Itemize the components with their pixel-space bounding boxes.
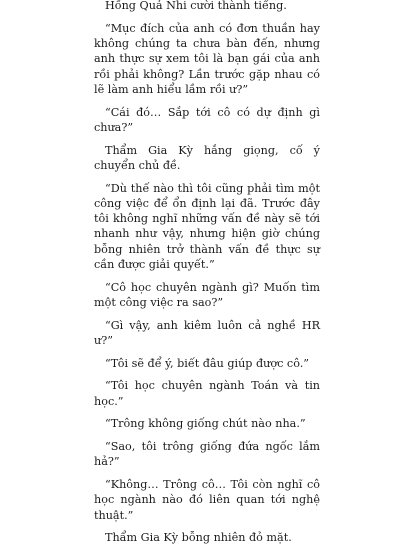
paragraph-12: “Không… Trông cô… Tôi còn nghĩ cô học ngành nào đó liên quan tới nghệ thuật.” xyxy=(94,478,320,522)
paragraph-6: “Cô học chuyên ngành gì? Muốn tìm một công việc ra sao?” xyxy=(94,280,320,309)
paragraph-4: Thẩm Gia Kỳ hắng giọng, cố ý chuyển chủ đề. xyxy=(94,143,320,172)
paragraph-10: “Trông không giống chút nào nha.” xyxy=(105,417,306,431)
paragraph-13: Thẩm Gia Kỳ bỗng nhiên đỏ mặt. xyxy=(105,531,292,545)
paragraph-2: “Mục đích của anh có đơn thuần hay không chúng ta chưa bàn đến, nhưng anh thực sự xem tôi là bạn gái của anh rồi phải không? Lần trước gặp nhau có lẽ làm anh hiểu lầm rồi ư?” xyxy=(94,21,320,96)
paragraph-5: “Dù thế nào thì tôi cũng phải tìm một công việc để ổn định lại đã. Trước đây tôi không nghĩ những vấn đề này sẽ tới nhanh như vậy, nhưng hiện giờ chúng bỗng nhiên trở thành vấn đề thực sự cần được giải quyết.” xyxy=(94,181,320,272)
paragraph-1: Hồng Quả Nhi cười thành tiếng. xyxy=(105,0,287,12)
paragraph-9: “Tôi học chuyên ngành Toán và tin học.” xyxy=(94,379,320,408)
paragraph-7: “Gì vậy, anh kiêm luôn cả nghề HR ư?” xyxy=(94,318,320,347)
paragraph-3: “Cái đó… Sắp tới cô có dự định gì chưa?” xyxy=(94,105,320,134)
paragraph-8: “Tôi sẽ để ý, biết đâu giúp được cô.” xyxy=(105,356,310,370)
paragraph-11: “Sao, tôi trông giống đứa ngốc lắm hả?” xyxy=(94,440,320,469)
text-column xyxy=(94,0,320,553)
